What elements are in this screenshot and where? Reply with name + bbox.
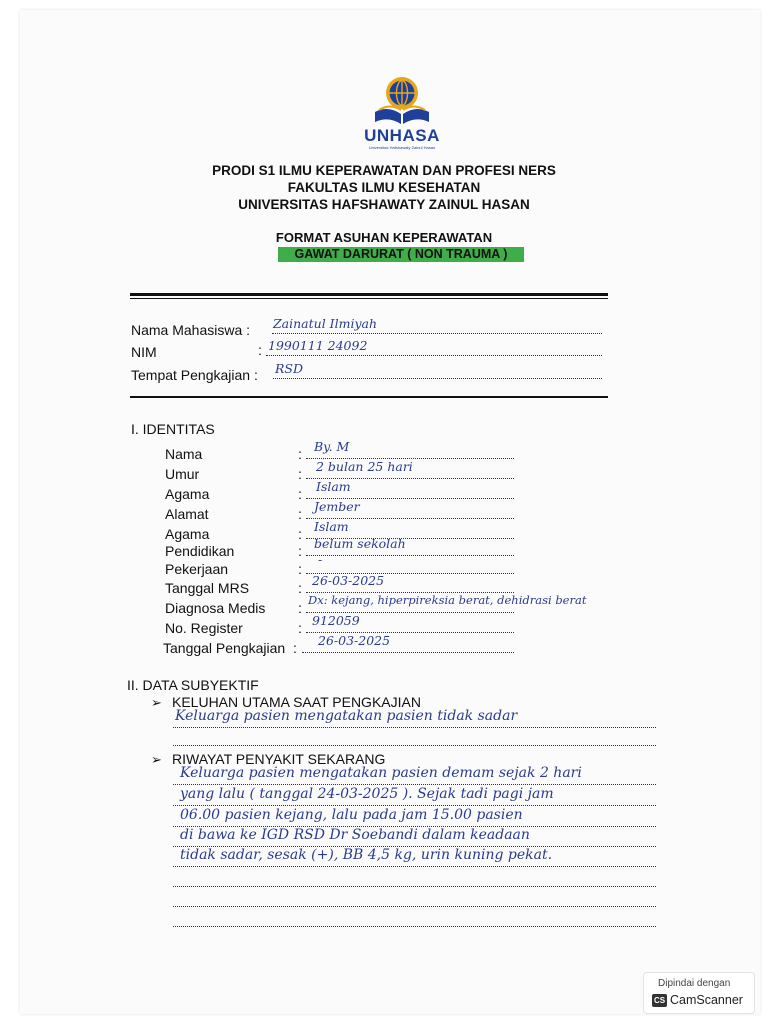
field-value: belum sekolah <box>314 536 406 551</box>
field-label: Nama <box>165 446 203 462</box>
document-page <box>20 10 760 1014</box>
keluhan-text: Keluarga pasien mengatakan pasien tidak sadar <box>175 708 518 724</box>
riwayat-title: RIWAYAT PENYAKIT SEKARANG <box>172 751 386 767</box>
field-colon: : <box>298 506 302 522</box>
location-line <box>273 377 602 379</box>
riwayat-line: tidak sadar, sesak (+), BB 4,5 kg, urin kuning pekat. <box>180 847 553 863</box>
field-value: 2 bulan 25 hari <box>316 459 413 474</box>
field-colon: : <box>298 543 302 559</box>
nim-label: NIM <box>131 344 157 360</box>
keluhan-title: KELUHAN UTAMA SAAT PENGKAJIAN <box>172 694 421 710</box>
field-colon: : <box>298 580 302 596</box>
subyektif-heading: II. DATA SUBYEKTIF <box>127 677 259 693</box>
field-value: 26-03-2025 <box>318 633 391 648</box>
field-label: Agama <box>165 526 210 542</box>
header-line-1: PRODI S1 ILMU KEPERAWATAN DAN PROFESI NERS <box>212 163 556 178</box>
field-colon: : <box>298 561 302 577</box>
riwayat-line: 06.00 pasien kejang, lalu pada jam 15.00 pasien <box>180 807 523 823</box>
field-label: Pekerjaan <box>165 561 229 577</box>
field-value: Dx: kejang, hiperpireksia berat, dehidrasi berat <box>308 593 587 607</box>
field-label: Diagnosa Medis <box>165 600 266 616</box>
field-line <box>306 554 514 556</box>
watermark-brand: CamScanner <box>670 993 743 1007</box>
nim-line <box>266 354 602 356</box>
location-label: Tempat Pengkajian : <box>131 367 258 383</box>
riwayat-rule <box>173 885 656 887</box>
university-logo <box>357 72 447 152</box>
camscanner-watermark <box>643 972 755 1014</box>
arrow-bullet-icon: ➢ <box>151 695 162 710</box>
watermark-caption: Dipindai dengan <box>658 978 731 989</box>
identitas-heading: I. IDENTITAS <box>131 421 215 437</box>
student-name-value: Zainatul Ilmiyah <box>273 316 378 331</box>
riwayat-rule <box>173 865 656 867</box>
header-divider <box>130 293 608 296</box>
riwayat-line: Keluarga pasien mengatakan pasien demam sejak 2 hari <box>180 765 582 781</box>
field-colon: : <box>293 640 297 656</box>
nim-value: 1990111 24092 <box>268 338 368 353</box>
student-name-line <box>272 332 602 334</box>
header-line-3: UNIVERSITAS HAFSHAWATY ZAINUL HASAN <box>238 197 530 212</box>
field-value: Islam <box>314 519 349 534</box>
format-title: FORMAT ASUHAN KEPERAWATAN <box>275 230 493 245</box>
field-line <box>302 651 514 653</box>
field-value: By. M <box>314 439 350 454</box>
location-value: RSD <box>275 361 303 376</box>
field-label: Tanggal Pengkajian <box>163 640 286 656</box>
format-subtitle: GAWAT DARURAT ( NON TRAUMA ) <box>278 247 524 262</box>
logo-wordmark: UNHASA <box>364 126 440 145</box>
nim-colon: : <box>258 342 262 358</box>
field-value: Islam <box>316 479 351 494</box>
keluhan-line <box>173 744 656 746</box>
field-label: Pendidikan <box>165 543 235 559</box>
header-line-2: FAKULTAS ILMU KESEHATAN <box>287 180 481 195</box>
riwayat-rule <box>173 783 656 785</box>
keluhan-line <box>173 726 656 728</box>
logo-tagline: Universitas Hafshawaty Zainul Hasan <box>368 145 436 150</box>
field-colon: : <box>298 526 302 542</box>
riwayat-rule <box>173 905 656 907</box>
field-value: 26-03-2025 <box>312 573 385 588</box>
field-label: Alamat <box>165 506 209 522</box>
globe-book-icon <box>371 72 433 128</box>
field-label: Umur <box>165 466 200 482</box>
field-colon: : <box>298 486 302 502</box>
field-colon: : <box>298 446 302 462</box>
field-colon: : <box>298 600 302 616</box>
field-value: 912059 <box>312 613 360 628</box>
camscanner-icon: CS <box>653 996 666 1005</box>
field-value: Jember <box>314 499 360 514</box>
riwayat-rule <box>173 925 656 927</box>
field-colon: : <box>298 466 302 482</box>
field-colon: : <box>298 620 302 636</box>
riwayat-line: di bawa ke IGD RSD Dr Soebandi dalam keadaan <box>180 827 530 843</box>
field-value: - <box>318 552 323 567</box>
field-label: Tanggal MRS <box>165 580 250 596</box>
riwayat-line: yang lalu ( tanggal 24-03-2025 ). Sejak tadi pagi jam <box>180 786 554 802</box>
field-label: No. Register <box>165 620 243 636</box>
student-name-label: Nama Mahasiswa : <box>131 322 251 338</box>
student-divider <box>130 396 608 398</box>
header-divider-thin <box>130 298 608 299</box>
field-label: Agama <box>165 486 210 502</box>
riwayat-rule <box>173 804 656 806</box>
arrow-bullet-icon: ➢ <box>151 752 162 767</box>
